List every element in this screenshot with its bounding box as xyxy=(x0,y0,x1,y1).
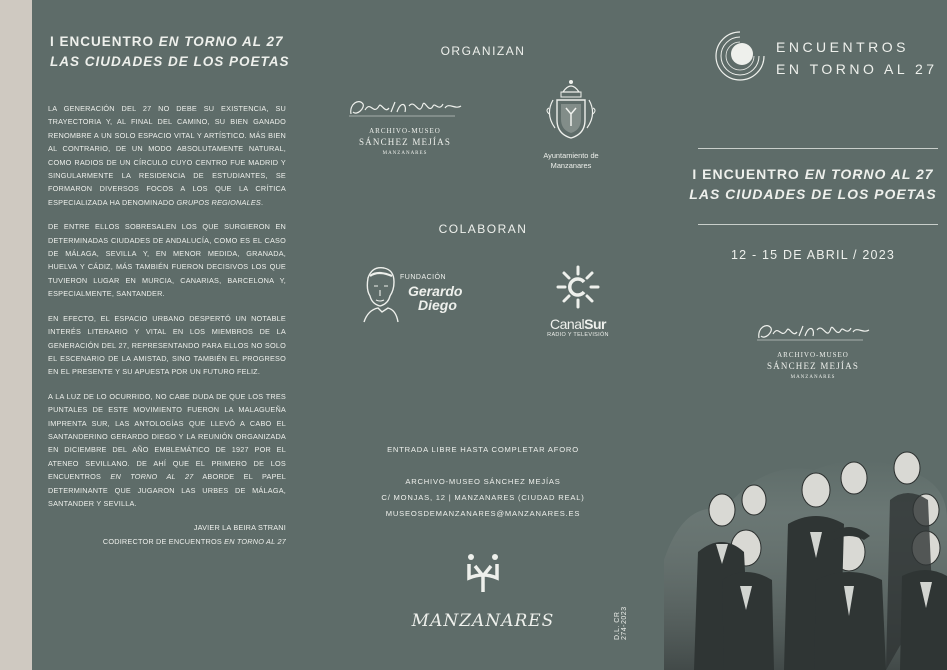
cover-title-italic: EN TORNO AL 27 xyxy=(804,166,934,182)
intro-p1-italic: GRUPOS REGIONALES xyxy=(176,197,261,207)
manzanares-emblem xyxy=(458,552,508,597)
divider-bottom xyxy=(698,224,938,225)
entrada-libre: ENTRADA LIBRE HASTA COMPLETAR AFORO xyxy=(387,445,579,454)
cover-title xyxy=(688,164,938,204)
cover-title-prefix: I ENCUENTRO xyxy=(692,166,805,182)
canal-sur-sun-icon xyxy=(555,264,601,310)
ams-label-2: SÁNCHEZ MEJÍAS xyxy=(358,137,452,147)
intro-paragraph-4 xyxy=(48,390,286,511)
signature-role-text: CODIRECTOR DE ENCUENTROS xyxy=(102,536,225,546)
ams-label-1: ARCHIVO-MUSEO xyxy=(369,127,441,135)
signature xyxy=(48,521,286,548)
manzanares-wordmark: MANZANARES xyxy=(411,611,555,631)
title-italic: EN TORNO AL 27 xyxy=(158,34,284,49)
signature-role-italic: EN TORNO AL 27 xyxy=(224,536,286,546)
archivo-museo-logo xyxy=(340,94,470,159)
manzanares-emblem-icon xyxy=(463,552,503,592)
encuentros-brand xyxy=(776,36,938,80)
canal-sur-logo xyxy=(538,264,618,338)
divider-top xyxy=(698,148,938,149)
intro-paragraph-2: DE ENTRE ELLOS SOBRESALEN LOS QUE SURGIERON EN DETERMINADAS CIUDADES DE ANDALUCÍA, COMO ES EL CASO DE MÁLAGA, SEVILLA Y, EN MENOR MEDIDA, GRANADA, HUELVA Y CÁDIZ, MÁS TAMBIÉN FUERON DECISIVOS LOS QUE TUVIERON LUGAR EN MURCIA, CANARIAS, BARCELONA Y, ESPECIALMENTE, SANTANDER. xyxy=(48,222,286,299)
sanchez-mejias-signature-icon xyxy=(345,94,465,122)
venue-email: MUSEOSDEMANZANARES@MANZANARES.ES xyxy=(385,509,581,518)
cover-ams-label-1: ARCHIVO-MUSEO xyxy=(777,351,849,359)
intro-text xyxy=(48,102,286,548)
deposito-legal: D.L. CR 274-2023 xyxy=(614,606,628,640)
colaboran-heading: COLABORAN xyxy=(438,222,528,236)
encuentros-logo xyxy=(712,28,768,89)
ayuntamiento-label-2: Manzanares xyxy=(550,161,592,170)
cover-signature-icon xyxy=(753,316,873,346)
paper-edge xyxy=(0,0,32,670)
intro-p1-text: LA GENERACIÓN DEL 27 NO DEBE SU EXISTENCIA, SU TRAYECTORIA Y, AL FINAL DEL CAMINO, SU BIEN GANADO RENOMBRE A UN SOLO ESPACIO VITAL Y ARTÍSTICO. MÁS BIEN AL CONTRARIO, DE UN MODO ABSOLUTAMENTE NATURAL, COMO RADIOS DE UN CÍRCULO CUYO CENTRO FUE MADRID Y SINGULARMENTE LA RESIDENCIA DE ESTUDIANTES, SE FORMARON DIVERSOS FOCOS A LOS QUE LA CRÍTICA ESPECIALIZADA HA DENOMINADO xyxy=(48,104,286,207)
intro-paragraph-1 xyxy=(48,102,286,209)
cover-ams-label-3: MANZANARES xyxy=(790,375,836,380)
brand-line-1: ENCUENTROS xyxy=(776,39,910,55)
coat-of-arms-icon xyxy=(539,78,603,148)
radio-tv-label: RADIO Y TELEVISIÓN xyxy=(547,332,609,338)
inner-middle-panel xyxy=(318,0,648,670)
encuentros-moon-icon xyxy=(712,28,768,84)
organizan-heading: ORGANIZAN xyxy=(440,44,526,58)
cover-panel xyxy=(648,0,947,670)
diego-label: Diego xyxy=(418,297,457,313)
inner-left-panel xyxy=(32,0,318,670)
intro-p4-end: ABORDE EL PAPEL DETERMINANTE QUE JUGARON LAS URBES DE MÁLAGA, SANTANDER Y SEVILLA. xyxy=(48,472,287,508)
gerardo-label: Gerardo xyxy=(408,283,463,299)
title-subtitle: LAS CIUDADES DE LOS POETAS xyxy=(50,54,290,69)
signature-role xyxy=(48,535,286,548)
intro-p4-text: A LA LUZ DE LO OCURRIDO, NO CABE DUDA DE QUE LOS TRES PUNTALES DE ESTE MOVIMIENTO FUERON LA MALAGUEÑA IMPRENTA SUR, LAS ANTOLOGÍAS QUE LLEVÓ A CABO EL SANTANDERINO GERARDO DIEGO Y LA REUNIÓN ORGANIZADA EN DICIEMBRE DEL AÑO EMBLEMÁTICO DE 1927 POR EL ATENEO SEVILLANO. DE AHÍ QUE EL PRIMERO DE LOS ENCUENTROS xyxy=(48,391,286,482)
sur-label: Sur xyxy=(584,316,606,332)
ams-label-3: MANZANARES xyxy=(382,151,428,156)
fundacion-label: FUNDACIÓN xyxy=(400,274,447,281)
intro-p1-end: . xyxy=(260,197,264,207)
intro-p4-italic: EN TORNO AL 27 xyxy=(110,472,194,482)
venue-name: ARCHIVO-MUSEO SÁNCHEZ MEJÍAS xyxy=(405,477,561,486)
canal-label: Canal xyxy=(550,316,585,332)
ayuntamiento-label-1: Ayuntamiento de xyxy=(543,151,599,160)
brand-line-2: EN TORNO AL 27 xyxy=(776,61,938,77)
cover-ams-label-2: SÁNCHEZ MEJÍAS xyxy=(766,361,860,371)
brochure xyxy=(32,0,947,670)
poets-group-photo xyxy=(664,440,947,670)
event-title xyxy=(50,32,310,72)
gerardo-diego-portrait-icon xyxy=(358,264,400,324)
title-prefix: I ENCUENTRO xyxy=(50,34,159,49)
cover-title-subtitle: LAS CIUDADES DE LOS POETAS xyxy=(689,186,937,202)
canal-sur-wordmark xyxy=(538,317,618,332)
ayuntamiento-logo xyxy=(526,78,616,171)
signature-name: JAVIER LA BEIRA STRANI xyxy=(193,523,286,533)
venue-address: C/ MONJAS, 12 | MANZANARES (CIUDAD REAL) xyxy=(381,493,585,502)
event-dates: 12 - 15 DE ABRIL / 2023 xyxy=(730,248,896,262)
intro-paragraph-3: EN EFECTO, EL ESPACIO URBANO DESPERTÓ UN NOTABLE INTERÉS LITERARIO Y VITAL EN LOS MIEMBROS DE LA GENERACIÓN DEL 27, REPRESENTANDO PARA ELLOS NO SOLO EL ESCENARIO DE LA AMISTAD, SINO TAMBIÉN EL PROGRESO EN EL PRESENTE Y SU APUESTA POR UN FUTURO FELIZ. xyxy=(48,313,286,377)
cover-archivo-museo-logo xyxy=(748,316,878,383)
